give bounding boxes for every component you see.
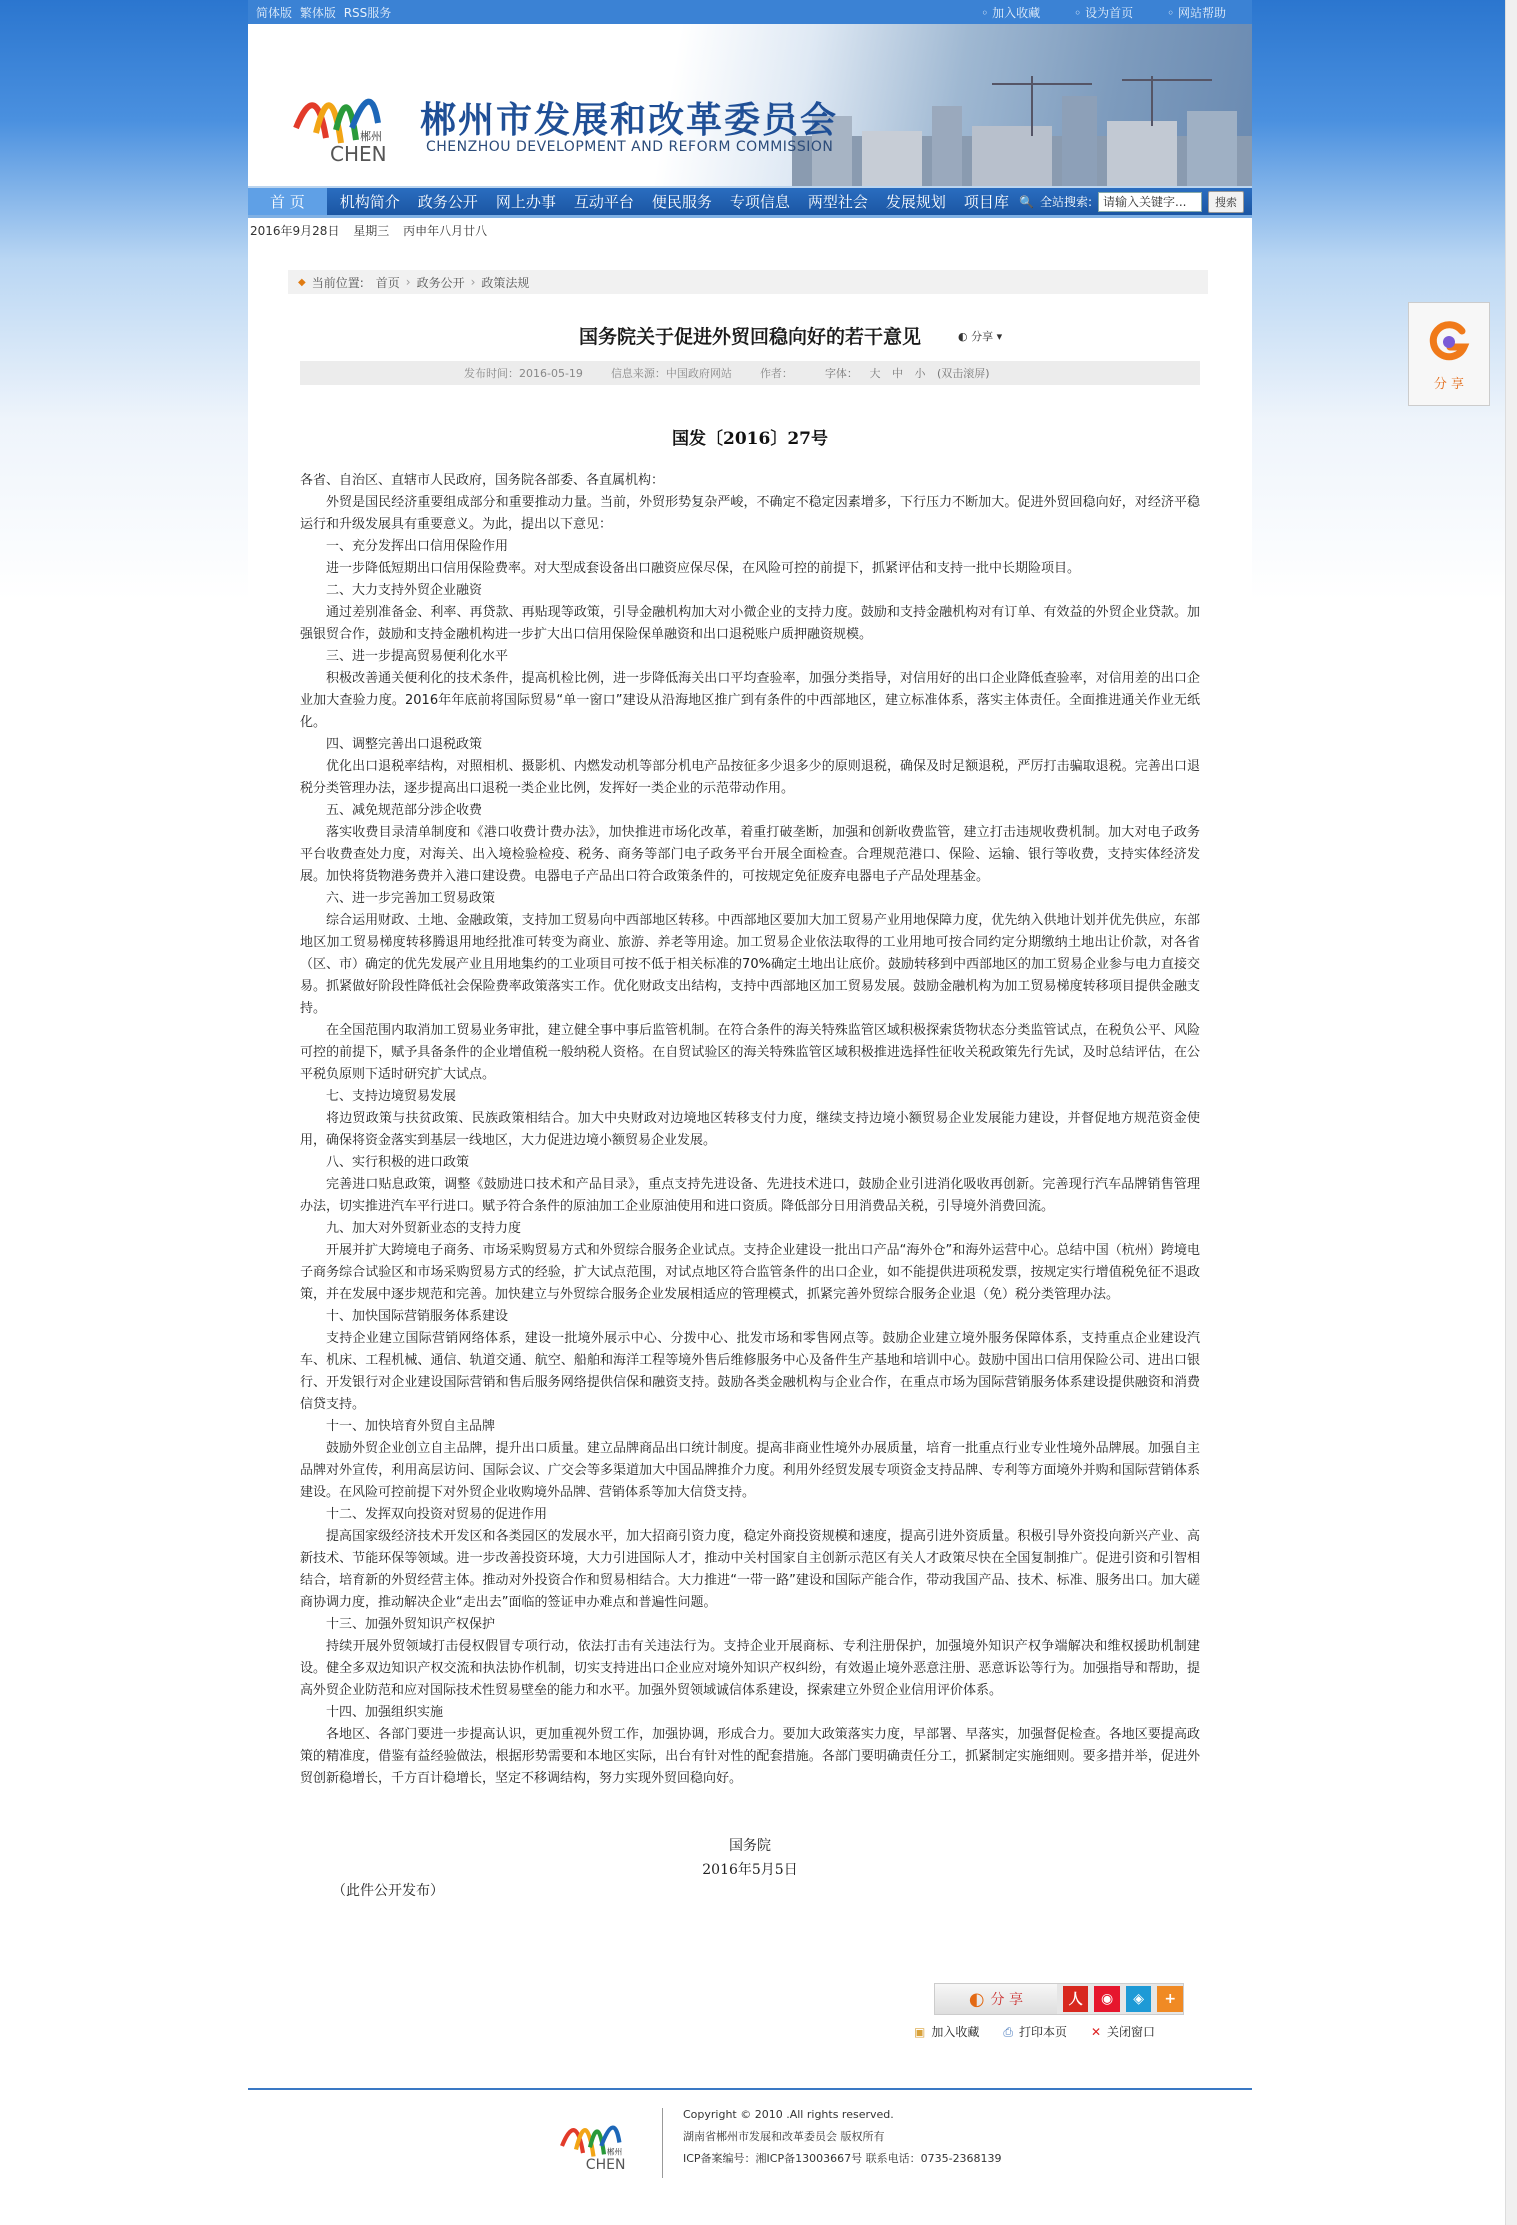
simplified-link[interactable]: 简体版 — [256, 5, 293, 20]
top-utility-bar — [248, 0, 1252, 24]
share-logo-icon — [1424, 317, 1474, 367]
traditional-link[interactable]: 繁体版 — [299, 5, 336, 20]
article-title: 国务院关于促进外贸回稳向好的若干意见 — [578, 326, 921, 348]
article-paragraph: 十、加快国际营销服务体系建设 — [326, 1309, 509, 1324]
article-paragraph: 二、大力支持外贸企业融资 — [326, 583, 483, 598]
site-title-cn: 郴州市发展和改革委员会 — [420, 99, 839, 141]
add-favorite-label: 加入收藏 — [931, 2025, 980, 2039]
font-size-small[interactable]: 小 — [914, 367, 926, 380]
article-paragraph: 将边贸政策与扶贫政策、民族政策相结合。加大中央财政对边境地区转移支付力度，继续支持边境小额贸易企业发展能力建设，并督促地方规范资金使用，确保将资金落实到基层一线地区，大力促进边境小额贸易企业发展。 — [300, 1111, 1200, 1148]
font-size-medium[interactable]: 中 — [891, 367, 903, 380]
article-paragraph: 综合运用财政、土地、金融政策，支持加工贸易向中西部地区转移。中西部地区要加大加工贸易产业用地保障力度，优先纳入供地计划并优先供应，东部地区加工贸易梯度转移腾退用地经批准可转变为商业、旅游、养老等用途。加工贸易企业依法取得的工业用地可按合同约定分期缴纳土地出让价款，对各省（区、市）确定的优先发展产业且用地集约的工业项目可按不低于相关标准的70%确定土地出让底价。鼓励转移到中西部地区的加工贸易企业参与电力直接交易。抓紧做好阶段性降低社会保险费率政策落实工作。优化财政支出结构，支持中西部地区加工贸易发展。鼓励金融机构为加工贸易梯度转移项目提供金融支持。 — [300, 913, 1200, 1016]
nav-item-interaction[interactable]: 互动平台 — [573, 193, 634, 211]
current-date: 2016年9月28日 — [250, 224, 340, 238]
share-button[interactable] — [935, 1984, 1057, 2014]
font-size-control — [821, 365, 994, 381]
article-paragraph: 十二、发挥双向投资对贸易的促进作用 — [326, 1507, 548, 1522]
article-paragraph: 各地区、各部门要进一步提高认识，更加重视外贸工作，加强协调，形成合力。要加大政策落实力度，早部署、早落实，加强督促检查。各地区要提高政策的精准度，借鉴有益经验做法，根据形势需要和本地区实际，出台有针对性的配套措施。各部门要明确责任分工，抓紧制定实施细则。要多措并举，促进外贸创新稳增长，千方百计稳增长，坚定不移调结构，努力实现外贸回稳向好。 — [300, 1727, 1200, 1786]
article-paragraph: 四、调整完善出口退税政策 — [326, 737, 483, 752]
document-number: 国发〔2016〕27号 — [672, 429, 828, 449]
author: 作者： — [759, 367, 793, 380]
signature-block — [248, 1834, 1252, 1882]
breadcrumb — [288, 270, 1208, 294]
site-title-en: CHENZHOU DEVELOPMENT AND REFORM COMMISSION — [426, 139, 834, 155]
set-homepage-link[interactable]: ◦ 设为首页 — [1074, 4, 1133, 21]
add-favorite-link[interactable]: ◦ 加入收藏 — [981, 4, 1040, 21]
print-action[interactable] — [1003, 2023, 1067, 2040]
breadcrumb-gov-affairs[interactable]: 政务公开 — [416, 275, 465, 290]
rss-link[interactable]: RSS服务 — [343, 5, 392, 20]
font-size-label: 字体： — [824, 367, 858, 380]
article-meta — [300, 361, 1200, 385]
printer-icon: ⎙ — [1003, 2025, 1013, 2039]
breadcrumb-label: 当前位置: — [311, 275, 364, 290]
nav-item-online-service[interactable]: 网上办事 — [495, 193, 556, 211]
chenzhou-logo-icon — [286, 68, 406, 168]
breadcrumb-separator-icon: › — [470, 275, 476, 289]
city-skyline-image — [792, 76, 1252, 186]
article-paragraph: 外贸是国民经济重要组成部分和重要推动力量。当前，外贸形势复杂严峻，不确定不稳定因素增多，下行压力不断加大。促进外贸回稳向好，对经济平稳运行和升级发展具有重要意义。为此，提出以下意见： — [300, 495, 1200, 532]
share-icon: ◐ — [958, 330, 968, 343]
print-label: 打印本页 — [1018, 2025, 1067, 2039]
article-paragraph: 支持企业建立国际营销网络体系，建设一批境外展示中心、分拨中心、批发市场和零售网点等。鼓励企业建立境外服务保障体系，支持重点企业建设汽车、机床、工程机械、通信、轨道交通、航空、船舶和海洋工程等境外售后维修服务中心及备件生产基地和培训中心。鼓励中国出口信用保险公司、进出口银行、开发银行对企业建设国际营销和售后服务网络提供信保和融资支持。鼓励各类金融机构与企业合作，在重点市场为国际营销服务体系建设提供融资和消费信贷支持。 — [300, 1331, 1200, 1412]
search-input[interactable] — [1098, 192, 1202, 212]
logo-cn-text: 郴州 — [360, 130, 382, 143]
signature-org: 国务院 — [729, 1838, 771, 1854]
article-paragraph: 持续开展外贸领域打击侵权假冒专项行动，依法打击有关违法行为。支持企业开展商标、专利注册保护，加强境外知识产权争端解决和维权援助机制建设。健全多双边知识产权交流和执法协作机制，切实支持进出口企业应对境外知识产权纠纷，有效遏止境外恶意注册、恶意诉讼等行为。加强指导和帮助，提高外贸企业防范和应对国际技术性贸易壁垒的能力和水平。加强外贸领域诚信体系建设，探索建立外贸企业信用评价体系。 — [300, 1639, 1200, 1698]
share-small-label: 分享 — [971, 330, 994, 343]
article-paragraph: 优化出口退税率结构，对照相机、摄影机、内燃发动机等部分机电产品按征多少退多少的原则退税，确保及时足额退税，严厉打击骗取退税。完善出口退税分类管理办法，逐步提高出口退税一类企业比例，发挥好一类企业的示范带动作用。 — [300, 759, 1200, 796]
logo-en-text: CHEN — [330, 142, 387, 166]
site-banner — [248, 24, 1252, 186]
qq-share-icon[interactable]: ◈ — [1126, 1986, 1152, 2012]
article-paragraph: 开展并扩大跨境电子商务、市场采购贸易方式和外贸综合服务企业试点。支持企业建设一批出口产品“海外仓”和海外运营中心。总结中国（杭州）跨境电子商务综合试验区和市场采购贸易方式的经验，扩大试点范围，对试点地区符合监管条件的出口企业，如不能提供进项税发票，按规定实行增值税免征不退政策，并在发展中逐步规范和完善。加快建立与外贸综合服务企业发展相适应的管理模式，抓紧完善外贸综合服务企业退（免）税分类管理办法。 — [300, 1243, 1200, 1302]
article-paragraph: 鼓励外贸企业创立自主品牌，提升出口质量。建立品牌商品出口统计制度。提高非商业性境外办展质量，培育一批重点行业专业性境外品牌展。加强自主品牌对外宣传，利用高层访问、国际会议、广交会等多渠道加大中国品牌推介力度。利用外经贸发展专项资金支持品牌、专利等方面境外并购和国际营销体系建设。在风险可控前提下对外贸企业收购境外品牌、营销体系等加大信贷支持。 — [300, 1441, 1200, 1500]
copyright: Copyright © 2010 .All rights reserved. — [683, 2108, 894, 2121]
current-weekday: 星期三 — [353, 224, 390, 238]
close-window-action[interactable] — [1091, 2023, 1155, 2040]
article-paragraph: 积极改善通关便利化的技术条件，提高机检比例，进一步降低海关出口平均查验率，加强分类指导，对信用好的出口企业降低查验率，对信用差的出口企业加大查验力度。2016年年底前将国际贸易“单一窗口”建设从沿海地区推广到有条件的中西部地区，建立标准体系，落实主体责任。全面推进通关作业无纸化。 — [300, 671, 1200, 730]
nav-item-gov-affairs[interactable]: 政务公开 — [417, 193, 478, 211]
article-body — [300, 470, 1200, 1790]
search-button[interactable]: 搜索 — [1208, 191, 1244, 213]
site-footer — [248, 2088, 1252, 2225]
article-paragraph: 完善进口贴息政策，调整《鼓励进口技术和产品目录》，重点支持先进设备、先进技术进口，鼓励企业引进消化吸收再创新。完善现行汽车品牌销售管理办法，切实推进汽车平行进口。赋予符合条件的原油加工企业原油使用和进口资质。降低部分日用消费品关税，引导境外消费回流。 — [300, 1177, 1200, 1214]
lunar-date: 丙申年八月廿八 — [403, 224, 488, 238]
close-icon: ✕ — [1090, 2025, 1102, 2039]
publish-time: 发布时间：2016-05-19 — [464, 367, 583, 380]
share-dropdown[interactable] — [958, 328, 1002, 344]
article-paragraph: 进一步降低短期出口信用保险费率。对大型成套设备出口融资应保尽保，在风险可控的前提下，抓紧评估和支持一批中长期险项目。 — [326, 561, 1081, 576]
nav-item-about[interactable]: 机构简介 — [339, 193, 400, 211]
footer-logo-cn-text: 郴州 — [606, 2147, 623, 2157]
breadcrumb-separator-icon: › — [405, 275, 411, 289]
breadcrumb-home[interactable]: 首页 — [375, 275, 400, 290]
site-owner: 湖南省郴州市发展和改革委员会 版权所有 — [683, 2130, 885, 2143]
info-source: 信息来源：中国政府网站 — [610, 367, 732, 380]
article-paragraph: 九、加大对外贸新业态的支持力度 — [326, 1221, 522, 1236]
nav-item-home[interactable]: 首 页 — [248, 188, 327, 215]
article-paragraph: 提高国家级经济技术开发区和各类园区的发展水平，加大招商引资力度，稳定外商投资规模和速度，提高引进外资质量。积极引导外资投向新兴产业、高新技术、节能环保等领域。进一步改善投资环境，大力引进国际人才，推动中关村国家自主创新示范区有关人才政策尽快在全国复制推广。促进引资和引智相结合，培育新的外贸经营主体。推动对外投资合作和贸易相结合。大力推进“一带一路”建设和国际产能合作，带动我国产品、技术、标准、服务出口。加大磋商协调力度，推动解决企业“走出去”面临的签证申办难点和普遍性问题。 — [300, 1529, 1200, 1610]
weibo-share-icon[interactable]: ◉ — [1094, 1986, 1120, 2012]
article-paragraph: 五、减免规范部分涉企收费 — [326, 803, 483, 818]
footer-text — [683, 2104, 1002, 2170]
article-paragraph: 七、支持边境贸易发展 — [326, 1089, 457, 1104]
article-paragraph: 六、进一步完善加工贸易政策 — [326, 891, 496, 906]
article-paragraph: 十一、加快培育外贸自主品牌 — [326, 1419, 496, 1434]
share-logo-icon: ◐ — [968, 1988, 985, 2010]
signature-date: 2016年5月5日 — [702, 1862, 798, 1878]
nav-item-two-type-society[interactable]: 两型社会 — [807, 193, 868, 211]
share-bar — [934, 1983, 1184, 2015]
site-help-link[interactable]: ◦ 网站帮助 — [1167, 4, 1226, 21]
article-paragraph: 十四、加强组织实施 — [326, 1705, 444, 1720]
article-paragraph: 通过差别准备金、利率、再贷款、再贴现等政策，引导金融机构加大对小微企业的支持力度。鼓励和支持金融机构对有订单、有效益的外贸企业贷款。加强银贸合作，鼓励和支持金融机构进一步扩大出口信用保险保单融资和出口退税账户质押融资规模。 — [300, 605, 1200, 642]
article-paragraph: 十三、加强外贸知识产权保护 — [326, 1617, 496, 1632]
footer-logo-icon — [552, 2104, 642, 2174]
footer-logo-en-text: CHEN — [585, 2157, 626, 2174]
folder-icon: ▣ — [914, 2025, 926, 2039]
more-share-button[interactable]: + — [1157, 1986, 1183, 2012]
date-bar — [248, 218, 1252, 244]
floating-share-label: 分 享 — [1433, 376, 1465, 392]
font-size-large[interactable]: 大 — [869, 367, 881, 380]
location-icon: ◆ — [298, 276, 306, 288]
nav-item-projects[interactable]: 项目库 — [963, 193, 1009, 211]
icp-info: ICP备案编号：湘ICP备13003667号 联系电话：0735-2368139 — [683, 2152, 1002, 2165]
article-paragraph: 落实收费目录清单制度和《港口收费计费办法》，加快推进市场化改革，着重打破垄断，加强和创新收费监管，建立打击违规收费机制。加大对电子政务平台收费查处力度，对海关、出入境检验检疫、税务、商务等部门电子政务平台开展全面检查。合理规范港口、保险、运输、银行等收费，支持实体经济发展。加快将货物港务费并入港口建设费。电器电子产品出口符合政策条件的，可按规定免征废弃电器电子产品处理基金。 — [300, 825, 1200, 884]
article-paragraph: 三、进一步提高贸易便利化水平 — [326, 649, 509, 664]
floating-share-widget[interactable] — [1408, 302, 1490, 406]
nav-item-public-service[interactable]: 便民服务 — [651, 193, 712, 211]
site-logo[interactable] — [286, 68, 406, 172]
article-paragraph: 在全国范围内取消加工贸易业务审批，建立健全事中事后监管机制。在符合条件的海关特殊监管区域积极探索货物状态分类监管试点，在税负公平、风险可控的前提下，赋予具备条件的企业增值税一般纳税人资格。在自贸试验区的海关特殊监管区域积极推进选择性征收关税政策先行先试，及时总结评估，在公平税负原则下适时研究扩大试点。 — [300, 1023, 1200, 1082]
nav-item-special-info[interactable]: 专项信息 — [729, 193, 790, 211]
chevron-down-icon: ▾ — [996, 330, 1003, 343]
nav-item-planning[interactable]: 发展规划 — [885, 193, 946, 211]
article-paragraph: 一、充分发挥出口信用保险作用 — [326, 539, 509, 554]
search-label: 全站搜索: — [1039, 195, 1092, 209]
add-favorite-action[interactable] — [914, 2023, 979, 2040]
scrollbar[interactable] — [1505, 0, 1517, 2225]
close-window-label: 关闭窗口 — [1107, 2025, 1156, 2039]
page-container — [248, 0, 1252, 2225]
footer-divider — [662, 2108, 663, 2178]
article-paragraph: 各省、自治区、直辖市人民政府，国务院各部委、各直属机构： — [300, 473, 665, 488]
bottom-actions — [914, 2023, 1155, 2040]
search-icon: 🔍 — [1019, 194, 1034, 209]
publish-note: （此件公开发布） — [332, 1883, 444, 1899]
breadcrumb-policy[interactable]: 政策法规 — [481, 275, 530, 290]
site-search — [1019, 191, 1252, 213]
article-paragraph: 八、实行积极的进口政策 — [326, 1155, 470, 1170]
main-nav — [248, 186, 1252, 218]
share-bar-label: 分 享 — [990, 1992, 1023, 2008]
renren-share-icon[interactable]: 人 — [1063, 1986, 1089, 2012]
scroll-toggle[interactable]: (双击滚屏) — [936, 367, 990, 380]
